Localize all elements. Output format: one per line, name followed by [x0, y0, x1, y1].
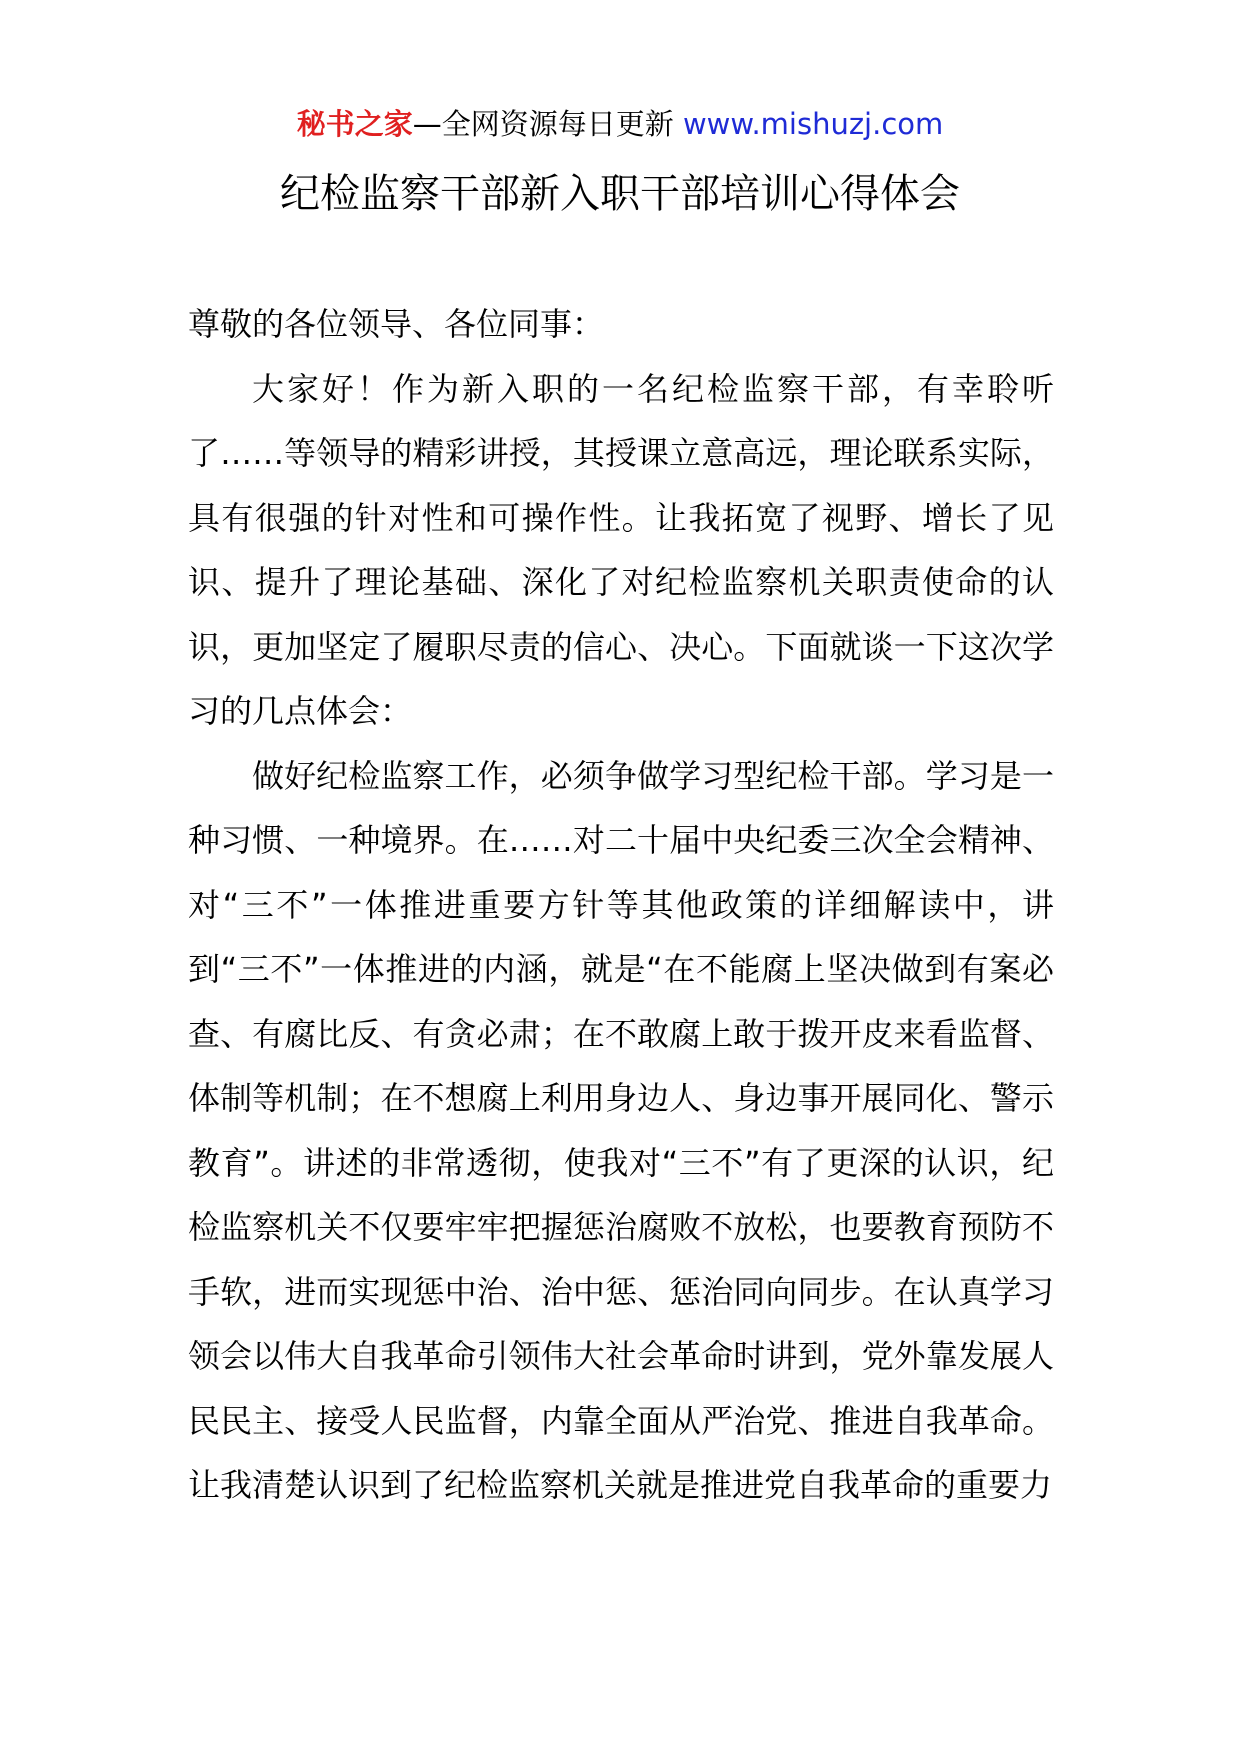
site-brand: 秘书之家	[296, 107, 413, 141]
document-title: 纪检监察干部新入职干部培训心得体会	[280, 171, 960, 217]
salutation: 尊敬的各位领导、各位同事：	[188, 305, 605, 343]
site-tagline: —全网资源每日更新	[412, 107, 674, 141]
paragraph-study: 做好纪检监察工作，必须争做学习型纪检干部。学习是一种习惯、一种境界。在……对二十届中央纪委三次全会精神、对“三不”一体推进重要方针等其他政策的详细解读中，讲到“三不”一体推进的内涵，就是“在不能腐上坚决做到有案必查、有腐比反、有贪必肃；在不敢腐上敢于拨开皮来看监督、体制等机制；在不想腐上利用身边人、身边事开展同化、警示教育”。讲述的非常透彻，使我对“三不”有了更深的认识，纪检监察机关不仅要牢牢把握惩治腐败不放松，也要教育预防不手软，进而实现惩中治、治中惩、惩治同向同步。在认真学习领会以伟大自我革命引领伟大社会革命时讲到，党外靠发展人民民主、接受人民监督，内靠全面从严治党、推进自我革命。让我清楚认识到了纪检监察机关就是推进党自我革命的重要力	[188, 756, 1054, 1504]
site-url-link[interactable]: www.mishuzj.com	[682, 107, 944, 141]
site-header	[0, 104, 1240, 144]
paragraph-intro: 大家好！作为新入职的一名纪检监察干部，有幸聆听了……等领导的精彩讲授，其授课立意高远，理论联系实际，具有很强的针对性和可操作性。让我拓宽了视野、增长了见识、提升了理论基础、深化了对纪检监察机关职责使命的认识，更加坚定了履职尽责的信心、决心。下面就谈一下这次学习的几点体会：	[188, 369, 1054, 730]
document-body	[188, 292, 1054, 1518]
